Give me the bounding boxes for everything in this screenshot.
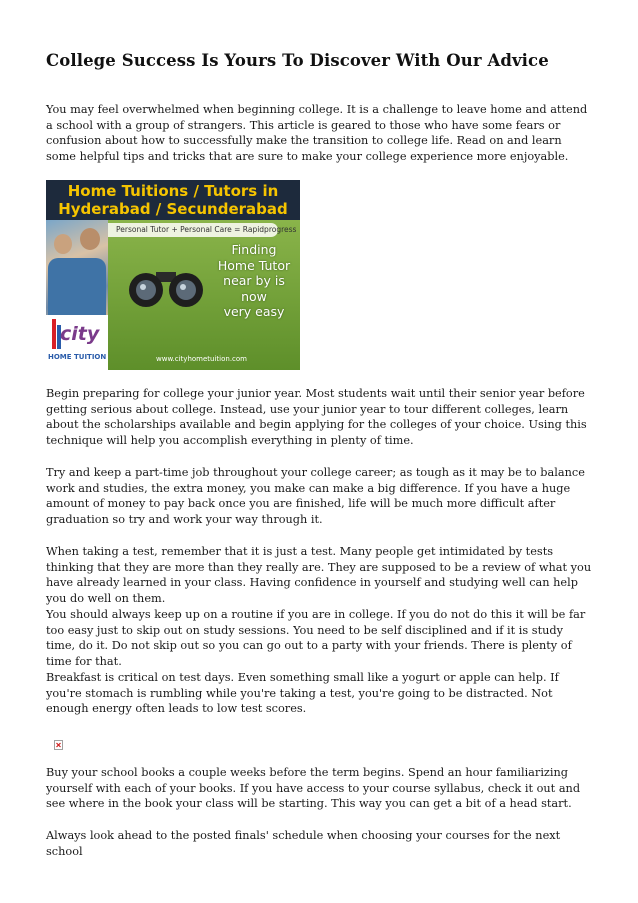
paragraph-finals-schedule: Always look ahead to the posted finals' schedule when choosing your courses for the next school xyxy=(46,829,561,858)
ad-photo xyxy=(46,220,108,315)
ad-headline-line: Home Tutor xyxy=(217,257,291,273)
advertisement-image xyxy=(46,180,300,370)
ad-banner-line-1: Home Tuitions / Tutors in xyxy=(67,182,279,200)
ad-headline xyxy=(208,242,300,320)
ad-tagline: Personal Tutor + Personal Care = Rapidprogress xyxy=(108,223,278,237)
paragraph-routine: You should always keep up on a routine if you are in college. If you do not do this it will be far too easy just to skip out on study sessions. You need to be self disciplined and if it is study time, do it. Do not skip out so you can go out to a party with your friends. There is plenty of time for that. xyxy=(46,608,586,669)
ad-headline-line: very easy xyxy=(223,304,285,319)
ad-url: www.cityhometuition.com xyxy=(156,355,247,363)
ad-banner-line-2: Hyderabad / Secunderabad xyxy=(58,200,288,218)
ad-logo-text: city xyxy=(60,323,100,345)
paragraph-junior-year: Begin preparing for college your junior year. Most students wait until their senior year before getting serious about college. Instead, use your junior year to tour different colleges, learn about the scholarships available and begin applying for the colleges of your choice. Using this technique will help you accomplish everything in plenty of time. xyxy=(46,387,587,448)
ad-headline-line: now xyxy=(241,288,267,304)
ad-banner xyxy=(46,180,300,220)
paragraph-part-time-job: Try and keep a part-time job throughout your college career; as tough as it may be to balance work and studies, the extra money, you make can make a big difference. If you have a huge amount of money to pay back once you are finished, life will be much more difficult after graduation so try and work your way through it. xyxy=(46,466,585,527)
ad-headline-line: near by is xyxy=(223,273,285,288)
paragraph-school-books: Buy your school books a couple weeks before the term begins. Spend an hour familiarizing yourself with each of your books. If you have access to your course syllabus, check it out and see where in the book your class will be starting. This way you can get a bit of a head start. xyxy=(46,766,581,811)
ad-logo-subtext: HOME TUITION xyxy=(48,353,107,361)
ad-logo xyxy=(46,315,108,370)
paragraph-breakfast: Breakfast is critical on test days. Even something small like a yogurt or apple can help. If you're stomach is rumbling while you're taking a test, you're going to be distracted. Not enough energy often leads to low test scores. xyxy=(46,671,559,716)
document-title: College Success Is Yours To Discover With Our Advice xyxy=(46,51,549,70)
binoculars-icon xyxy=(128,262,204,310)
paragraph-taking-test: When taking a test, remember that it is just a test. Many people get intimidated by tests thinking that they are more than they really are. They are supposed to be a review of what you have already learned in your class. Having confidence in yourself and studying well can help you do well on them. xyxy=(46,545,592,606)
broken-image-icon xyxy=(54,740,63,750)
ad-headline-line: Finding xyxy=(231,242,277,257)
paragraph-intro: You may feel overwhelmed when beginning college. It is a challenge to leave home and attend a school with a group of strangers. This article is geared to those who have some fears or confusion about how to successfully make the transition to college life. Read on and learn some helpful tips and tricks that are sure to make your college experience more enjoyable. xyxy=(46,103,588,164)
